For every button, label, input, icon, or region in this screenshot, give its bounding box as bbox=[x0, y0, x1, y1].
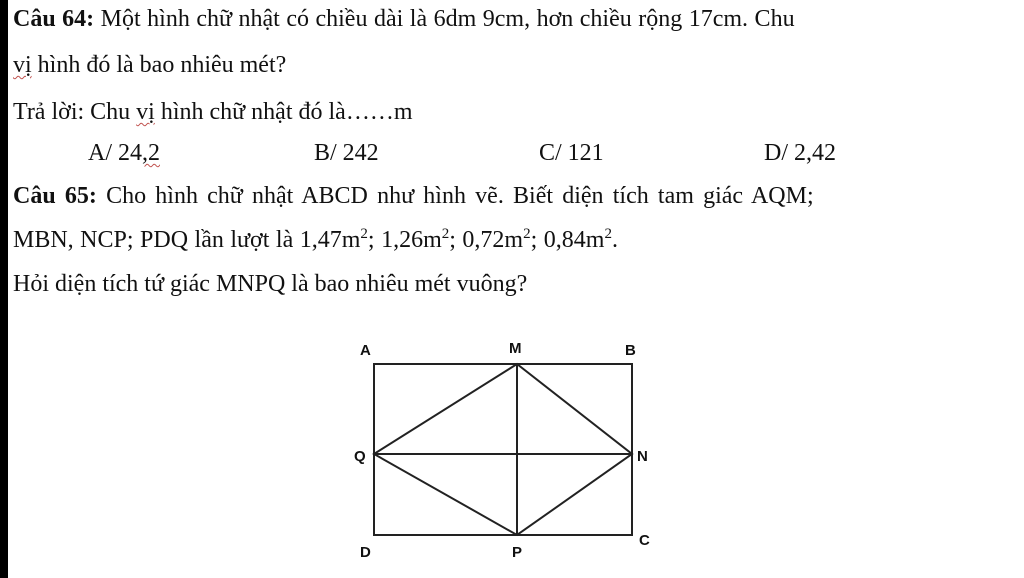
q64-answer-prefix: Trả lời: Chu bbox=[13, 99, 137, 125]
figure-lines bbox=[374, 364, 632, 535]
label-point-m: M bbox=[509, 340, 522, 357]
q64-answer-suffix: hình chữ nhật đó là……m bbox=[154, 99, 413, 125]
q64-option-d: D/ 2,42 bbox=[764, 140, 836, 166]
q65-area-1: 1,47m bbox=[299, 227, 361, 253]
q64-option-a-decimal: ,2 bbox=[142, 140, 160, 166]
q65-area-2-exp: 2 bbox=[441, 226, 450, 242]
q64-word-vi: vị bbox=[13, 52, 32, 78]
q64-option-b: B/ 242 bbox=[314, 140, 379, 166]
q64-text-part2: hình đó là bao nhiêu mét? bbox=[31, 52, 287, 78]
q65-area-3-exp: 2 bbox=[523, 226, 531, 242]
quadrilateral-mnpq bbox=[374, 364, 632, 535]
q65-text-line2-prefix: MBN, NCP; PDQ lần lượt là bbox=[13, 227, 300, 253]
q64-option-a-prefix: A/ 24 bbox=[88, 140, 142, 166]
label-point-p: P bbox=[512, 544, 523, 561]
q65-area-3: 0,72m bbox=[462, 227, 524, 253]
q65-area-1-exp: 2 bbox=[360, 226, 368, 242]
q65-end: . bbox=[611, 227, 618, 253]
q65-question-line: Hỏi diện tích tứ giác MNPQ là bao nhiêu mét vuông? bbox=[13, 271, 528, 297]
q65-text-line1: Cho hình chữ nhật ABCD như hình vẽ. Biết diện tích tam giác AQM; bbox=[96, 183, 814, 209]
label-vertex-a: A bbox=[360, 342, 371, 359]
label-vertex-b: B bbox=[625, 342, 636, 359]
label-point-q: Q bbox=[354, 448, 366, 465]
q65-sep-3: ; bbox=[530, 227, 544, 253]
q65-sep-1: ; bbox=[367, 227, 382, 253]
label-point-n: N bbox=[637, 448, 648, 465]
q65-area-4: 0,84m bbox=[543, 227, 605, 253]
q65-area-2: 1,26m bbox=[381, 227, 442, 253]
q65-sep-2: ; bbox=[449, 227, 463, 253]
q65-area-4-exp: 2 bbox=[604, 226, 612, 242]
q64-label: Câu 64: bbox=[13, 6, 95, 32]
rectangle-abcd bbox=[374, 364, 632, 535]
label-vertex-d: D bbox=[360, 544, 371, 561]
label-vertex-c: C bbox=[639, 532, 650, 549]
q64-answer-word-vi: vị bbox=[136, 99, 155, 125]
q65-label: Câu 65: bbox=[13, 183, 97, 209]
q64-option-c: C/ 121 bbox=[539, 140, 604, 166]
q64-text-part1: Một hình chữ nhật có chiều dài là 6dm 9cm, hơn chiều rộng 17cm. Chu bbox=[94, 6, 795, 32]
